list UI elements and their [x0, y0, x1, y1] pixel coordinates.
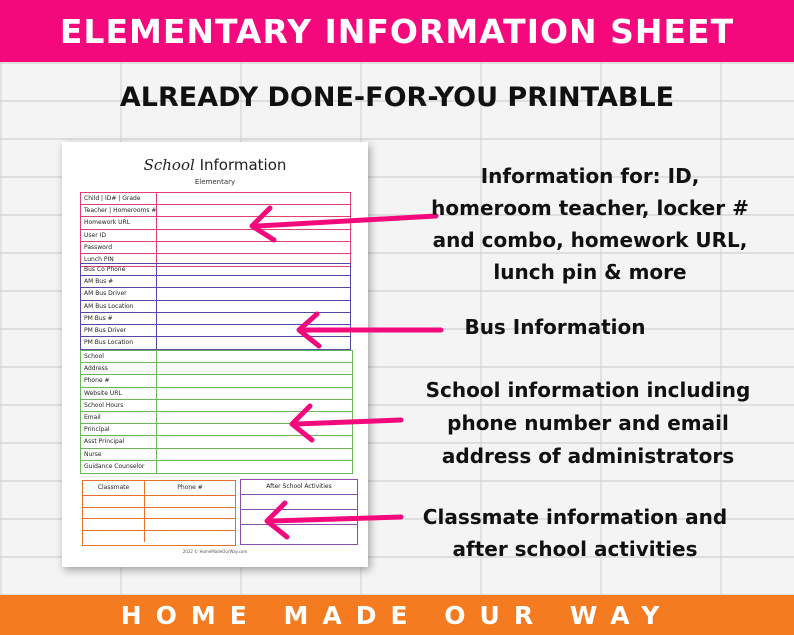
field-label: PM Bus Driver — [81, 325, 157, 336]
callout-line: School information including — [425, 378, 751, 402]
field-label: Bus Co Phone — [81, 264, 157, 275]
sheet-title-script: School — [143, 156, 195, 174]
table-row — [83, 496, 235, 508]
callout-school — [398, 374, 778, 473]
field-label: AM Bus Driver — [81, 288, 157, 299]
bottom-banner — [0, 595, 794, 635]
table-row — [83, 519, 235, 531]
table-row — [81, 375, 352, 387]
table-row — [81, 461, 352, 473]
arrow-icon — [280, 400, 405, 444]
field-label: Email — [81, 412, 157, 423]
sheet-footer: 2022 © HomeMadeOurWay.com — [182, 549, 248, 554]
banner-title: ELEMENTARY INFORMATION SHEET — [59, 11, 735, 51]
table-row — [81, 351, 352, 363]
field-label: Phone # — [81, 375, 157, 386]
field-label: Nurse — [81, 449, 157, 460]
arrow-icon — [255, 497, 405, 541]
top-banner — [0, 0, 794, 62]
table-row — [83, 508, 235, 520]
callout-line: homeroom teacher, locker # — [431, 196, 749, 220]
field-label: PM Bus # — [81, 313, 157, 324]
field-label: AM Bus Location — [81, 301, 157, 312]
callout-line: after school activities — [452, 537, 698, 561]
field-label: School Hours — [81, 400, 157, 411]
table-header — [83, 481, 235, 496]
field-label: Lunch PIN — [81, 254, 157, 266]
sheet-subtitle: Elementary — [194, 178, 236, 186]
subtitle: ALREADY DONE-FOR-YOU PRINTABLE — [119, 82, 675, 113]
table-row — [81, 264, 350, 276]
callout-line: Bus Information — [464, 315, 646, 339]
callout-info — [400, 160, 780, 288]
callout-line: phone number and email — [447, 411, 729, 435]
field-label: Asst Principal — [81, 436, 157, 447]
field-label: School — [81, 351, 157, 362]
table-row — [81, 288, 350, 300]
field-label: Homework URL — [81, 217, 157, 228]
table-row — [81, 276, 350, 288]
sheet-title — [62, 156, 368, 174]
field-label: Child | ID# | Grade — [81, 193, 157, 204]
field-label: Website URL — [81, 388, 157, 399]
callout-line: Classmate information and — [422, 505, 728, 529]
callout-line: and combo, homework URL, — [432, 228, 748, 252]
activities-header: After School Activities — [241, 480, 357, 495]
table-row — [81, 388, 352, 400]
callout-classmate — [400, 501, 750, 565]
field-label: Guidance Counselor — [81, 461, 157, 473]
sheet-title-rest: Information — [199, 156, 287, 174]
field-label: PM Bus Location — [81, 337, 157, 349]
field-label: AM Bus # — [81, 276, 157, 287]
brand-name: HOME MADE OUR WAY — [120, 600, 674, 630]
callout-line: Information for: ID, — [480, 164, 700, 188]
field-label: Teacher | Homerooms # — [81, 205, 157, 216]
table-row — [81, 449, 352, 461]
callout-bus — [430, 312, 680, 342]
arrow-icon — [285, 308, 445, 352]
callout-line: lunch pin & more — [493, 260, 687, 284]
classmate-header: Classmate — [83, 481, 145, 495]
table-row — [81, 363, 352, 375]
field-label: Password — [81, 242, 157, 253]
classmate-table — [82, 480, 236, 546]
callout-line: address of administrators — [441, 444, 735, 468]
field-label: User ID — [81, 230, 157, 241]
field-label: Address — [81, 363, 157, 374]
field-label: Principal — [81, 424, 157, 435]
table-row — [83, 531, 235, 543]
phone-header: Phone # — [177, 484, 203, 491]
